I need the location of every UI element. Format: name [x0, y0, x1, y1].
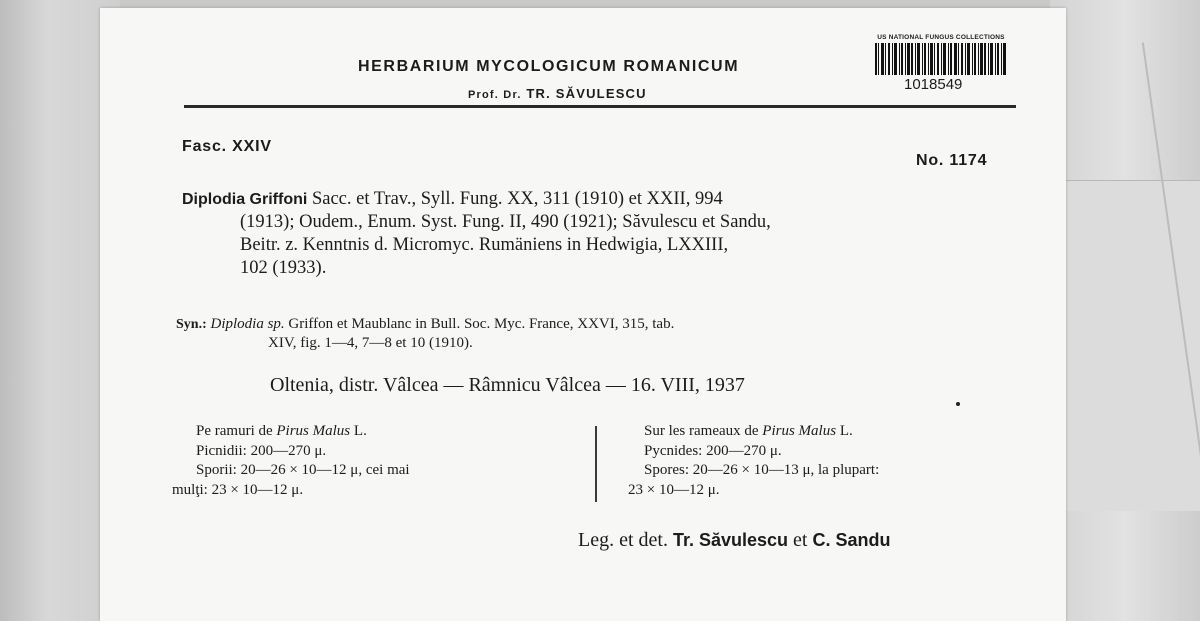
synonym-line-2: XIV, fig. 1—4, 7—8 et 10 (1910).: [268, 335, 473, 351]
synonym-text-1: Griffon et Maublanc in Bull. Soc. Myc. France, XXVI, 315, tab.: [288, 316, 675, 332]
synonym-line-1: [176, 315, 1016, 334]
ro-spores-line: Sporii: 20—26 × 10—12 μ, cei mai: [196, 462, 410, 478]
fr-spores-line: Spores: 20—26 × 10—13 μ, la plupart:: [644, 462, 880, 478]
fr-host-name: Pirus Malus: [762, 423, 837, 439]
description-french: [628, 422, 879, 500]
collector-line: [578, 529, 891, 552]
barcode-number: 1018549: [904, 76, 963, 93]
synonym-name: Diplodia sp.: [210, 316, 285, 332]
fr-host-prefix: Sur les rameaux de: [644, 423, 759, 439]
ro-host-suffix: L.: [353, 423, 367, 439]
ink-dot: [956, 402, 960, 406]
fr-spores-majority-line: 23 × 10—12 μ.: [628, 481, 720, 498]
fr-pycnidia-line: Pycnides: 200—270 μ.: [644, 442, 782, 459]
collector-name-1: Tr. Săvulescu: [672, 530, 789, 550]
collector-prefix: Leg. et det.: [578, 529, 668, 551]
barcode-caption: US NATIONAL FUNGUS COLLECTIONS: [877, 34, 1005, 41]
herbarium-label: [100, 8, 1066, 621]
director-prefix: Prof. Dr.: [468, 89, 522, 101]
herbarium-director: [468, 86, 647, 101]
background-envelope-flap: [1050, 180, 1200, 511]
citation-line-3: Beitr. z. Kenntnis d. Micromyc. Rumäniens in Hedwigia, LXXIII,: [240, 235, 729, 255]
specimen-number: No. 1174: [916, 152, 988, 169]
collector-name-2: C. Sandu: [812, 530, 891, 550]
herbarium-title: HERBARIUM MYCOLOGICUM ROMANICUM: [358, 58, 740, 75]
citation-line-2: (1913); Oudem., Enum. Syst. Fung. II, 490 (1921); Săvulescu et Sandu,: [240, 212, 771, 232]
synonym-block: [176, 315, 1016, 353]
fascicle-label: Fasc. XXIV: [182, 138, 272, 155]
header-rule: [184, 105, 1016, 108]
ro-spores-majority-line: mulţi: 23 × 10—12 μ.: [172, 481, 304, 498]
ro-host-prefix: Pe ramuri de: [196, 423, 273, 439]
fr-host-suffix: L.: [839, 423, 853, 439]
taxon-citation: [182, 188, 1018, 280]
ro-host-line: [172, 422, 410, 442]
collection-locality: Oltenia, distr. Vâlcea — Râmnicu Vâlcea — 16. VIII, 1937: [270, 374, 745, 396]
column-divider: [595, 426, 597, 502]
taxon-name: Diplodia Griffoni: [182, 191, 308, 208]
citation-line-1: [182, 188, 1018, 211]
description-romanian: [172, 422, 410, 500]
ro-host-name: Pirus Malus: [276, 423, 351, 439]
citation-text-1: Sacc. et Trav., Syll. Fung. XX, 311 (1910) et XXII, 994: [311, 189, 723, 209]
barcode-image: [873, 43, 1009, 75]
ro-pycnidia-line: Picnidii: 200—270 μ.: [196, 442, 327, 459]
director-name: TR. SĂVULESCU: [526, 86, 647, 101]
synonym-label: Syn.:: [176, 317, 207, 332]
collector-joiner: et: [793, 529, 808, 551]
fr-host-line: [628, 422, 879, 442]
citation-line-4: 102 (1933).: [240, 258, 327, 278]
barcode-block: [868, 34, 1014, 104]
